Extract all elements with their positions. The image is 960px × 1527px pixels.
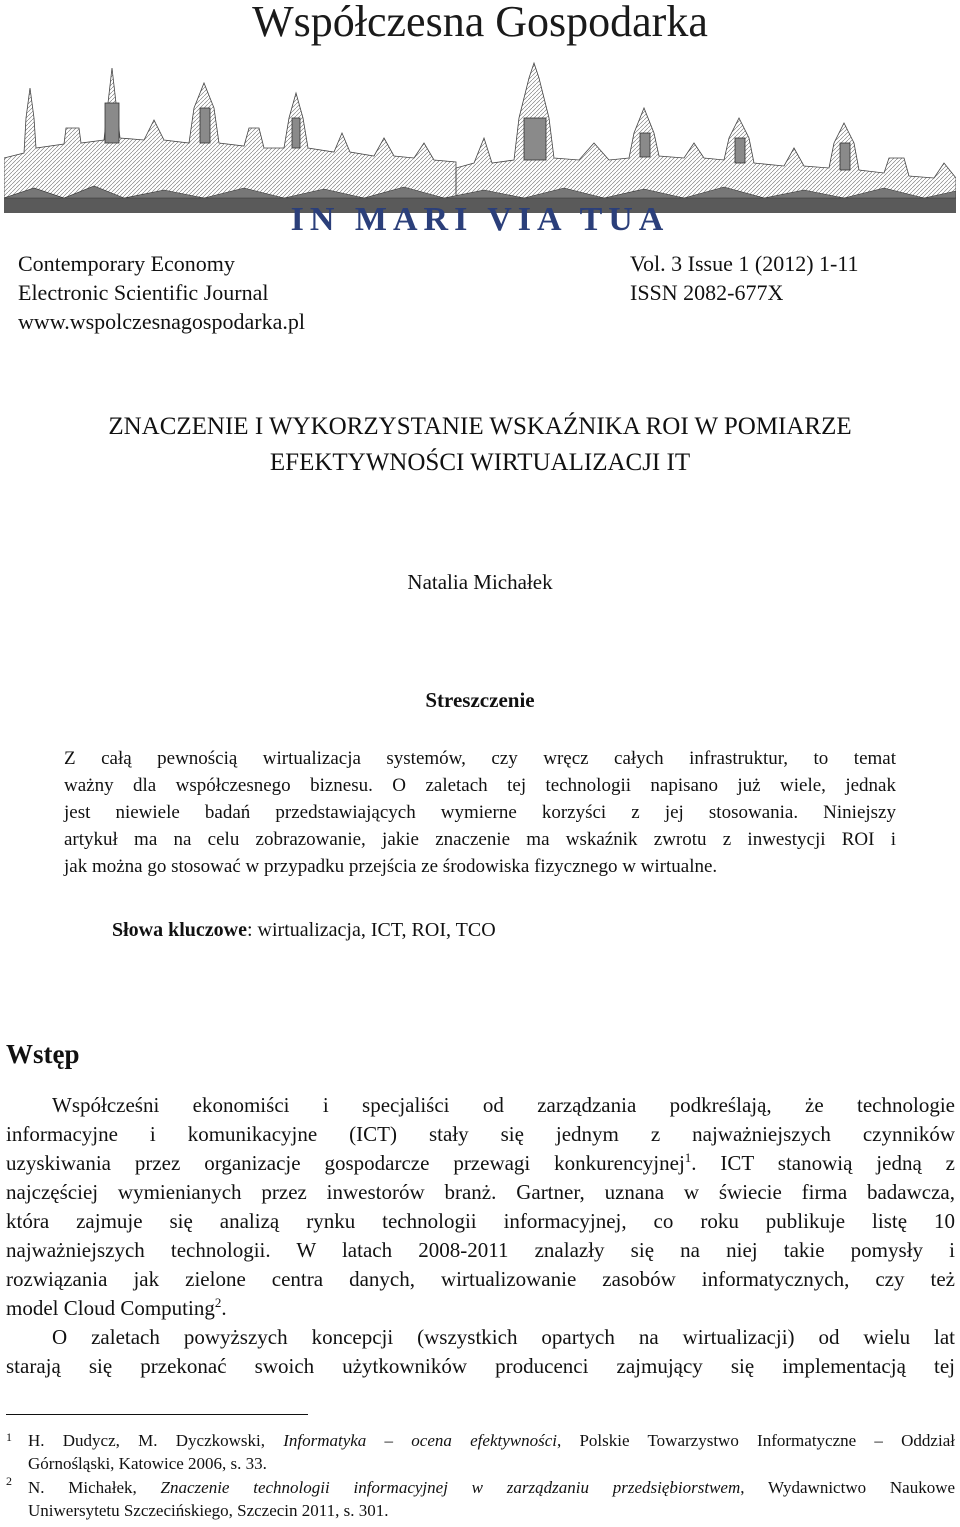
abstract-line: jest niewiele badań przedstawiających wymierne korzyści z jej stosowania. Niniejszy [64, 802, 896, 823]
footnote-2: N. Michałek, Znaczenie technologii informacyjnej w zarządzaniu przedsiębiorstwem, Wydawnictwo Naukowe [28, 1478, 956, 1497]
journal-banner-image [4, 48, 956, 238]
footnote-ref-1[interactable]: 1 [684, 1150, 692, 1165]
body-line: O zaletach powyższych koncepcji (wszystkich opartych na wirtualizacji) od wielu lat [52, 1325, 955, 1349]
journal-volume: Vol. 3 Issue 1 (2012) 1-11 [630, 251, 859, 276]
body-line: najczęściej wymienianych przez inwestorów branż. Gartner, uznana w świecie firma badawcza, [6, 1180, 955, 1204]
footnote-number: 2 [6, 1474, 12, 1488]
abstract-line: jak można go stosować w przypadku przejścia ze środowiska fizycznego w wirtualne. [64, 856, 718, 877]
journal-issn: ISSN 2082-677X [630, 280, 784, 305]
footnote-ref-2[interactable]: 2 [214, 1295, 222, 1310]
body-line: informacyjne i komunikacyjne (ICT) stały się jednym z najważniejszych czynników [6, 1122, 955, 1146]
body-line: która zajmuje się analizą rynku technologii informacyjnej, co roku publikuje listę 10 [6, 1209, 955, 1233]
body-line: najważniejszych technologii. W latach 2008-2011 znalazły się na niej takie pomysły i [6, 1238, 955, 1262]
footnote-number: 1 [6, 1430, 12, 1444]
article-title-line2: EFEKTYWNOŚCI WIRTUALIZACJI IT [269, 449, 691, 476]
svg-text:IN MARI VIA TUA: IN MARI VIA TUA [290, 201, 670, 238]
footnote-separator [6, 1414, 308, 1415]
keywords [112, 917, 496, 943]
article-title-line1: ZNACZENIE I WYKORZYSTANIE WSKAŹNIKA ROI W POMIARZE [108, 413, 852, 440]
article-author: Natalia Michałek [407, 570, 553, 594]
body-line: model Cloud Computing$^2$. [6, 1295, 227, 1320]
body-line: rozwiązania jak zielone centra danych, wirtualizowanie zasobów informatycznych, czy też [6, 1267, 955, 1291]
abstract-line: Z całą pewnością wirtualizacja systemów, czy wręcz całych infrastruktur, to temat [64, 748, 896, 769]
journal-type: Electronic Scientific Journal [18, 280, 269, 305]
journal-name: Contemporary Economy [18, 251, 235, 276]
body-line: uzyskiwania przez organizacje gospodarcze przewagi konkurencyjnej$^1$. ICT stanowią jedną z [6, 1150, 955, 1175]
footnote-2-line2: Uniwersytetu Szczecińskiego, Szczecin 2011, s. 301. [28, 1501, 389, 1520]
keywords-label: Słowa kluczowe [112, 919, 247, 941]
abstract-heading: Streszczenie [425, 688, 535, 712]
body-line: Współcześni ekonomiści i specjaliści od zarządzania podkreślają, że technologie [52, 1093, 955, 1117]
body-line: starają się przekonać swoich użytkowników producenci zajmujący się implementacją tej [6, 1354, 955, 1378]
journal-title: Współczesna Gospodarka [252, 0, 708, 46]
footnote-1-line2: Górnośląski, Katowice 2006, s. 33. [28, 1454, 267, 1473]
keywords-list: : wirtualizacja, ICT, ROI, TCO [247, 919, 496, 941]
abstract-line: artykuł ma na celu zobrazowanie, jakie znaczenie ma wskaźnik zwrotu z inwestycji ROI i [64, 829, 896, 850]
journal-website[interactable]: www.wspolczesnagospodarka.pl [18, 309, 305, 334]
abstract-line: ważny dla współczesnego biznesu. O zaletach tej technologii napisano już wiele, jednak [64, 775, 896, 796]
footnote-1: H. Dudycz, M. Dyczkowski, Informatyka – ocena efektywności, Polskie Towarzystwo Informatyczne – Oddział [28, 1431, 955, 1450]
section-heading-intro: Wstęp [6, 1039, 80, 1069]
